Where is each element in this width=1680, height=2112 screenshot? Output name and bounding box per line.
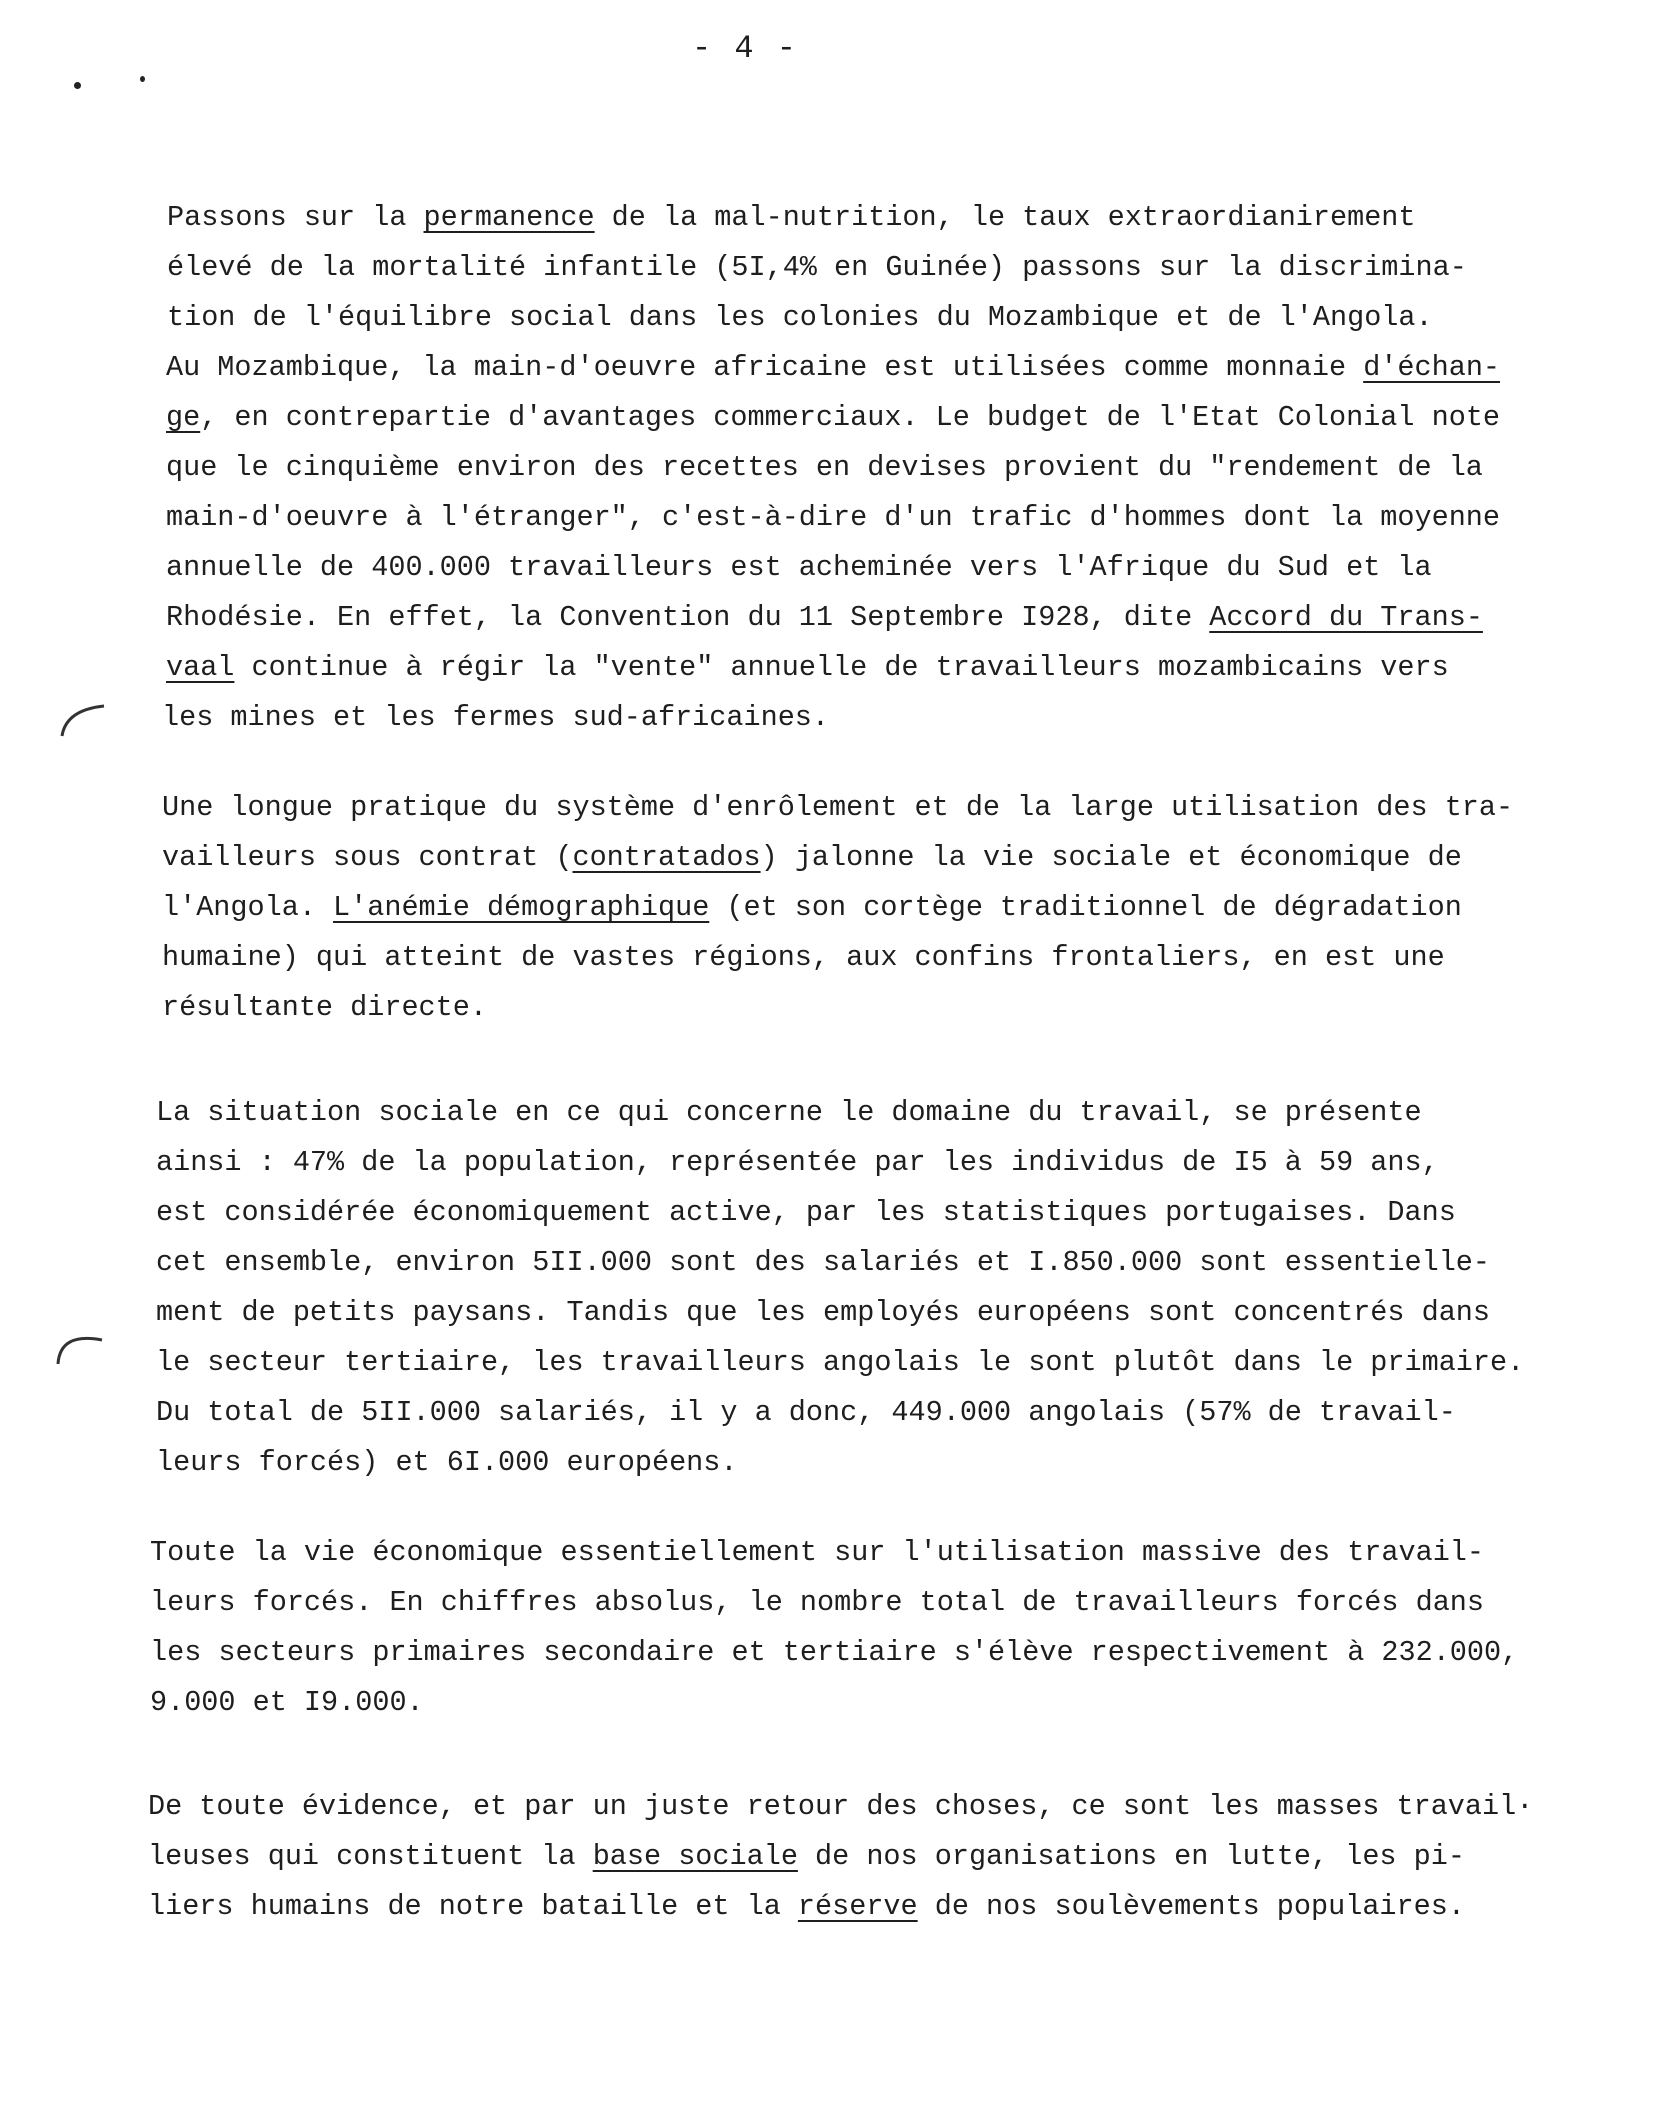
text-run: de nos soulèvements populaires. [917,1890,1465,1923]
underlined-term: réserve [797,1890,918,1923]
text-run: de nos organisations en lutte, les pi- [797,1840,1465,1873]
text-run: leuses qui constituent la [148,1840,593,1873]
text-line [0,983,1680,1033]
text-line [0,1338,1680,1388]
text-run: , en contrepartie d'avantages commerciaux. Le budget de l'Etat Colonial note [200,401,1501,434]
text-run: liers humains de notre bataille et la [148,1890,798,1923]
paragraph-2 [0,783,1680,1033]
text-run: La situation sociale en ce qui concerne le domaine du travail, se présente [156,1096,1422,1129]
text-line [0,1882,1680,1932]
text-run: Toute la vie économique essentiellement sur l'utilisation massive des travail- [150,1536,1485,1569]
underlined-term: ge [166,401,201,434]
text-run: les mines et les fermes sud-africaines. [162,701,830,734]
text-run: main-d'oeuvre à l'étranger", c'est-à-dire d'un trafic d'hommes dont la moyenne [166,501,1501,534]
text-run: continue à régir la "vente" annuelle de travailleurs mozambicains vers [234,651,1449,684]
underlined-term: Accord du Trans- [1209,601,1483,634]
text-line [0,1088,1680,1138]
text-run: ment de petits paysans. Tandis que les employés européens sont concentrés dans [156,1296,1491,1329]
text-line [0,1782,1680,1832]
underlined-term: vaal [166,651,235,684]
text-run: Une longue pratique du système d'enrôlement et de la large utilisation des tra- [162,791,1514,824]
text-line [0,1832,1680,1882]
text-run: leurs forcés. En chiffres absolus, le nombre total de travailleurs forcés dans [150,1586,1485,1619]
text-line [0,1628,1680,1678]
text-line [0,593,1680,643]
text-run: vailleurs sous contrat ( [162,841,573,874]
text-run: Passons sur la [167,201,424,234]
underlined-term: d'échan- [1363,351,1501,384]
underlined-term: L'anémie démographique [333,891,710,924]
underlined-term: base sociale [592,1840,798,1873]
text-line [0,293,1680,343]
underlined-term: permanence [423,201,595,234]
text-line [0,1288,1680,1338]
text-line [0,1678,1680,1728]
text-line [0,783,1680,833]
text-run: est considérée économiquement active, par les statistiques portugaises. Dans [156,1196,1456,1229]
text-run: (et son cortège traditionnel de dégradation [709,891,1462,924]
underlined-term: contratados [572,841,761,874]
text-line [0,493,1680,543]
text-run: tion de l'équilibre social dans les colonies du Mozambique et de l'Angola. [167,301,1433,334]
text-line [0,543,1680,593]
text-run: les secteurs primaires secondaire et tertiaire s'élève respectivement à 232.000, [150,1636,1519,1669]
page-number: - 4 - [691,30,798,67]
text-line [0,1438,1680,1488]
text-line [0,1188,1680,1238]
text-line [0,643,1680,693]
text-line [0,443,1680,493]
text-line [0,1578,1680,1628]
text-run: le secteur tertiaire, les travailleurs angolais le sont plutôt dans le primaire. [156,1346,1525,1379]
text-run: 9.000 et I9.000. [150,1686,424,1719]
text-run: élevé de la mortalité infantile (5I,4% en Guinée) passons sur la discrimina- [167,251,1467,284]
text-run: humaine) qui atteint de vastes régions, aux confins frontaliers, en est une [162,941,1445,974]
text-run: Au Mozambique, la main-d'oeuvre africaine est utilisées comme monnaie [166,351,1364,384]
text-run: ainsi : 47% de la population, représentée par les individus de I5 à 59 ans, [156,1146,1439,1179]
text-run: annuelle de 400.000 travailleurs est acheminée vers l'Afrique du Sud et la [166,551,1432,584]
text-line [0,933,1680,983]
text-line [0,393,1680,443]
text-run: de la mal-nutrition, le taux extraordianirement [594,201,1416,234]
text-line [0,1388,1680,1438]
text-run: l'Angola. [162,891,334,924]
text-run: leurs forcés) et 6I.000 européens. [156,1446,738,1479]
scan-speck [140,76,145,82]
text-run: que le cinquième environ des recettes en devises provient du "rendement de la [166,451,1483,484]
paragraph-5 [0,1782,1680,1932]
text-run: Du total de 5II.000 salariés, il y a donc, 449.000 angolais (57% de travail- [156,1396,1456,1429]
text-line [0,343,1680,393]
text-run: ) jalonne la vie sociale et économique de [760,841,1462,874]
paragraph-1 [0,193,1680,743]
paragraph-3 [0,1088,1680,1488]
paragraph-4 [0,1528,1680,1728]
text-line [0,1138,1680,1188]
text-line [0,243,1680,293]
text-run: De toute évidence, et par un juste retour des choses, ce sont les masses travail· [148,1790,1534,1823]
text-run: résultante directe. [162,991,487,1024]
text-line [0,1528,1680,1578]
text-line [0,883,1680,933]
text-run: cet ensemble, environ 5II.000 sont des salariés et I.850.000 sont essentielle- [156,1246,1491,1279]
text-line [0,1238,1680,1288]
text-line [0,833,1680,883]
scan-speck [74,82,81,89]
text-run: Rhodésie. En effet, la Convention du 11 Septembre I928, dite [166,601,1210,634]
text-line [0,193,1680,243]
text-line [0,693,1680,743]
